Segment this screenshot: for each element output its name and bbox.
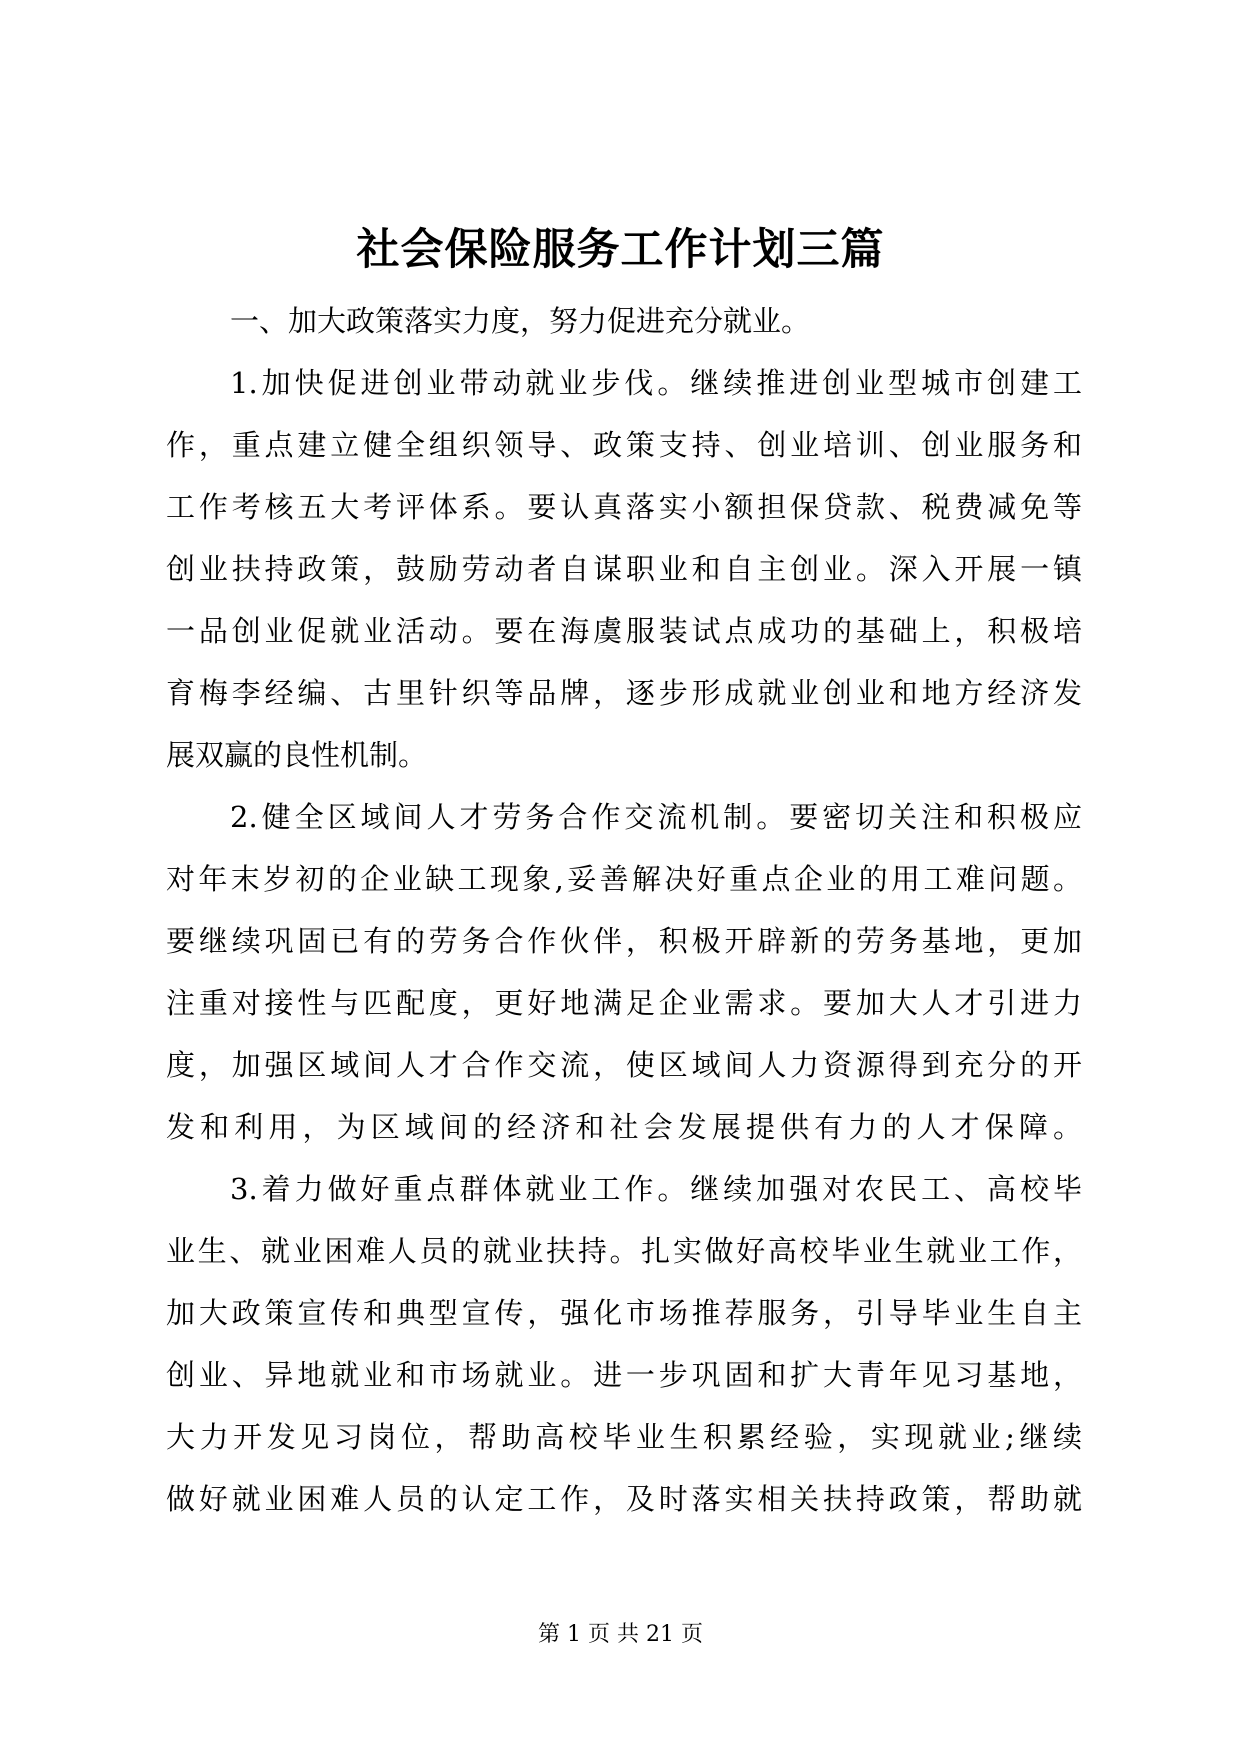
text-line: 要继续巩固已有的劳务合作伙伴，积极开辟新的劳务基地，更加 — [166, 924, 1082, 958]
text-line: 展双赢的良性机制。 — [166, 738, 428, 772]
text-line: 育梅李经编、古里针织等品牌，逐步形成就业创业和地方经济发 — [166, 676, 1082, 710]
text-line: 度，加强区域间人才合作交流，使区域间人力资源得到充分的开 — [166, 1048, 1082, 1082]
text-line: 加大政策宣传和典型宣传，强化市场推荐服务，引导毕业生自主 — [166, 1296, 1082, 1330]
text-line: 创业、异地就业和市场就业。进一步巩固和扩大青年见习基地， — [166, 1358, 1082, 1392]
text-line: 发和利用，为区域间的经济和社会发展提供有力的人才保障。 — [166, 1110, 1082, 1144]
text-line: 注重对接性与匹配度，更好地满足企业需求。要加大人才引进力 — [166, 986, 1082, 1020]
text-line: 做好就业困难人员的认定工作，及时落实相关扶持政策，帮助就 — [166, 1482, 1082, 1516]
text-line: 一品创业促就业活动。要在海虞服装试点成功的基础上，积极培 — [166, 614, 1082, 648]
document-title: 社会保险服务工作计划三篇 — [356, 225, 885, 275]
text-line: 业生、就业困难人员的就业扶持。扎实做好高校毕业生就业工作， — [166, 1234, 1082, 1268]
text-line: 工作考核五大考评体系。要认真落实小额担保贷款、税费减免等 — [166, 490, 1082, 524]
text-line: 创业扶持政策，鼓励劳动者自谋职业和自主创业。深入开展一镇 — [166, 552, 1082, 586]
text-line: 作，重点建立健全组织领导、政策支持、创业培训、创业服务和 — [166, 428, 1082, 462]
text-line: 1.加快促进创业带动就业步伐。继续推进创业型城市创建工 — [230, 366, 1082, 400]
page-footer: 第 1 页 共 21 页 — [538, 1622, 703, 1647]
text-line: 一、加大政策落实力度，努力促进充分就业。 — [230, 304, 811, 338]
text-line: 3.着力做好重点群体就业工作。继续加强对农民工、高校毕 — [230, 1172, 1082, 1206]
text-line: 大力开发见习岗位，帮助高校毕业生积累经验，实现就业;继续 — [166, 1420, 1082, 1454]
document-body — [166, 290, 1082, 1530]
text-line: 2.健全区域间人才劳务合作交流机制。要密切关注和积极应 — [230, 800, 1082, 834]
text-line: 对年末岁初的企业缺工现象,妥善解决好重点企业的用工难问题。 — [166, 862, 1082, 896]
